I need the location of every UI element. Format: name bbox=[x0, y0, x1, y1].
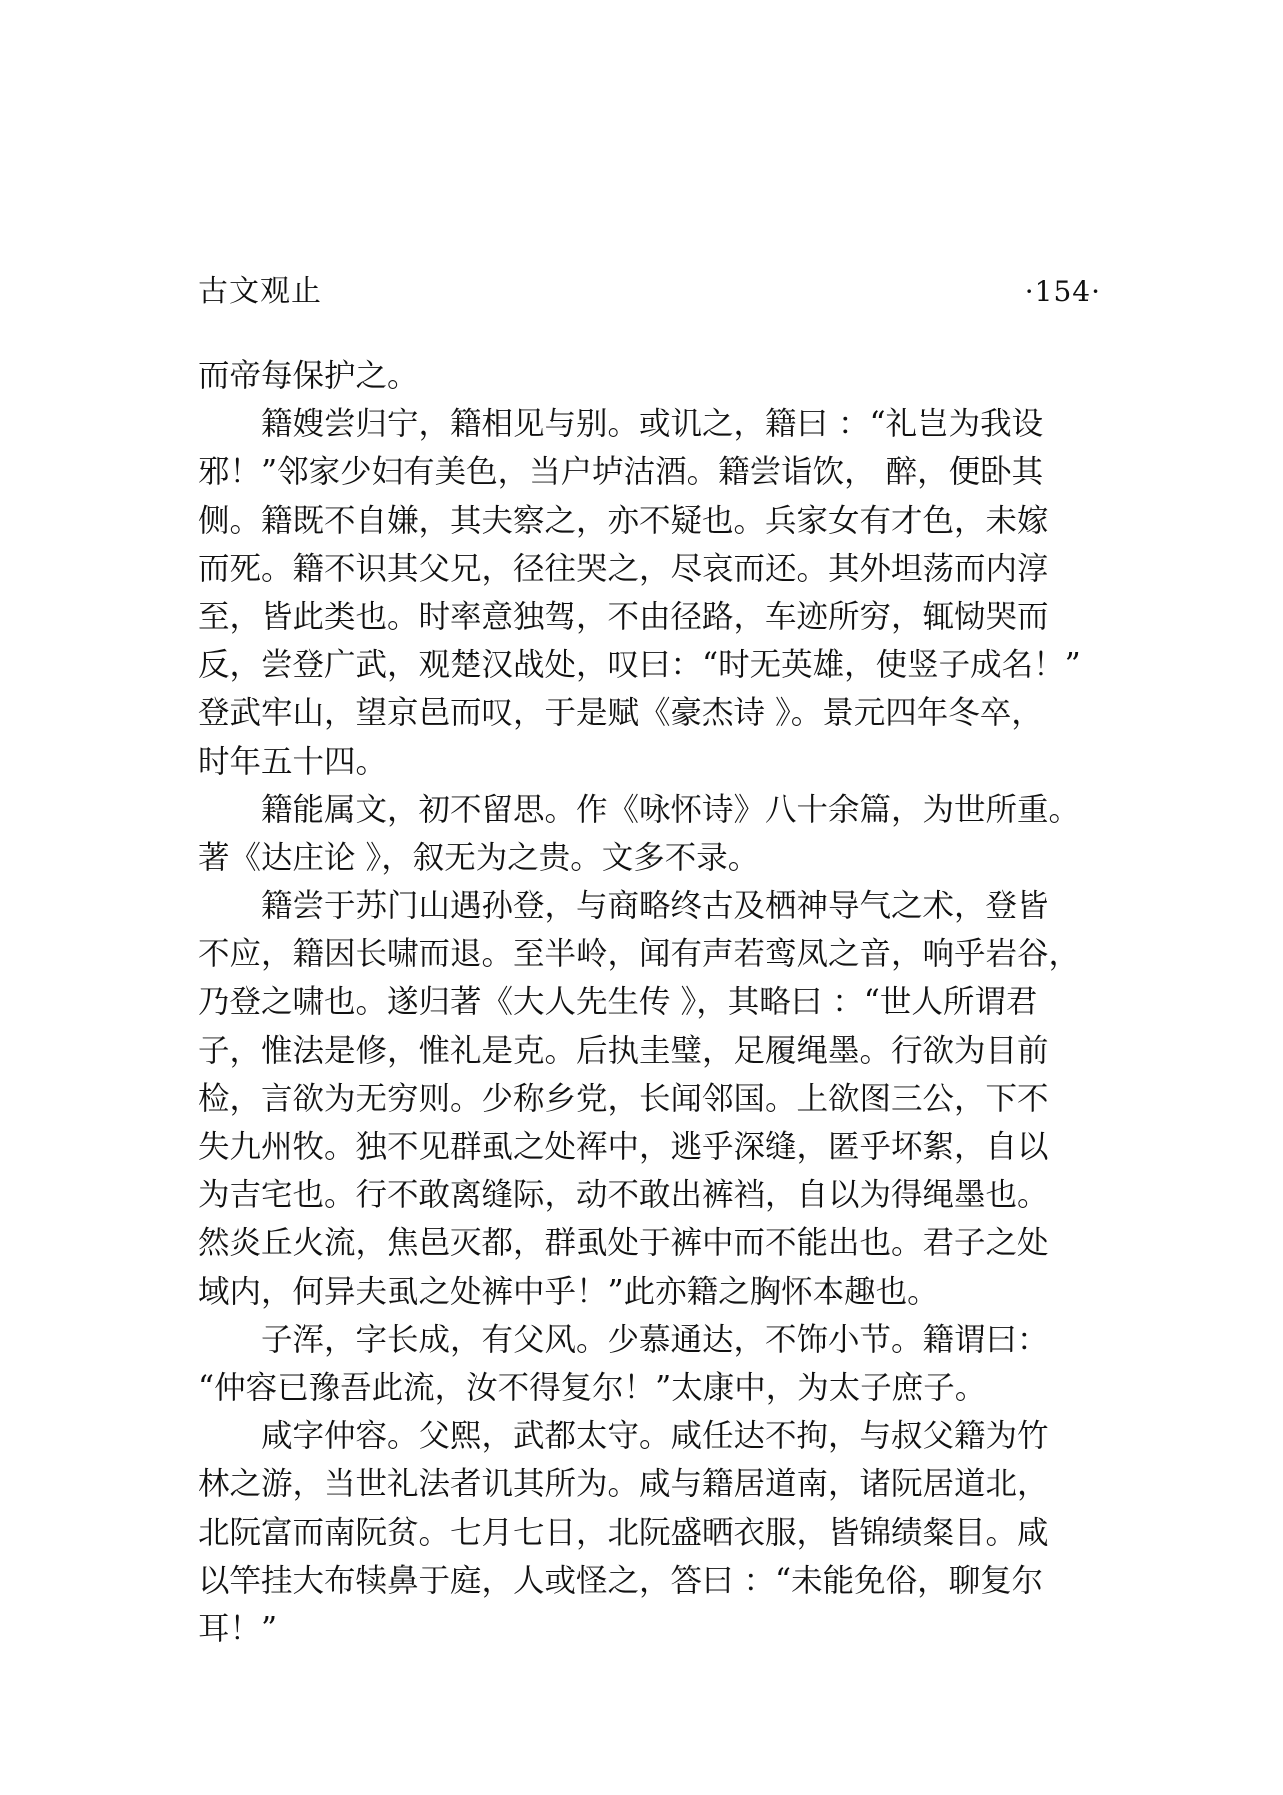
text-line: 子，惟法是修，惟礼是克。后执圭璧，足履绳墨。行欲为目前 bbox=[198, 1032, 1049, 1069]
page-number: ·154· bbox=[1024, 275, 1101, 308]
text-line: 而死。籍不识其父兄，径往哭之，尽哀而还。其外坦荡而内淳 bbox=[198, 550, 1049, 587]
text-line: 籍嫂尝归宁，籍相见与别。或讥之，籍曰 ：“礼岂为我设 bbox=[261, 406, 1044, 443]
text-line: 北阮富而南阮贫。七月七日，北阮盛晒衣服，皆锦绩粲目。咸 bbox=[198, 1514, 1049, 1551]
text-line: 咸字仲容。父熙，武都太守。咸任达不拘，与叔父籍为竹 bbox=[261, 1418, 1049, 1455]
text-line: 以竿挂大布犊鼻于庭，人或怪之，答曰 ：“未能免俗，聊复尔 bbox=[198, 1562, 1044, 1599]
text-line: 失九州牧。独不见群虱之处裈中，逃乎深缝，匿乎坏絮，自以 bbox=[198, 1129, 1049, 1165]
text-line: 至，皆此类也。时率意独驾，不由径路，车迹所穷，辄恸哭而 bbox=[198, 598, 1049, 635]
running-header bbox=[198, 272, 1101, 312]
text-line: 登武牢山，望京邑而叹，于是赋《豪杰诗 》。景元四年冬卒， bbox=[198, 695, 1043, 732]
text-line: 子浑，字长成，有父风。少慕通达，不饰小节。籍谓曰： bbox=[261, 1321, 1049, 1358]
text-line: 反，尝登广武，观楚汉战处，叹曰：“时无英雄，使竖子成名！” bbox=[198, 647, 1081, 684]
text-line: 时年五十四。 bbox=[198, 743, 388, 780]
text-line: 籍能属文，初不留思。作《咏怀诗》八十余篇，为世所重。 bbox=[261, 791, 1081, 828]
body-text bbox=[198, 352, 1101, 1653]
text-line: 而帝每保护之。 bbox=[198, 358, 419, 394]
text-line: 林之游，当世礼法者讥其所为。咸与籍居道南，诸阮居道北， bbox=[198, 1466, 1049, 1503]
book-title: 古文观止 bbox=[198, 274, 322, 309]
text-line: 著《达庄论 》，叙无为之贵。文多不录。 bbox=[198, 839, 760, 876]
text-line: 邪！”邻家少妇有美色，当户垆沽酒。籍尝诣饮， 醉，便卧其 bbox=[198, 454, 1044, 491]
text-line: “仲容已豫吾此流，汝不得复尔！”太康中，为太子庶子。 bbox=[198, 1369, 987, 1406]
text-line: 侧。籍既不自嫌，其夫察之，亦不疑也。兵家女有才色，未嫁 bbox=[198, 502, 1049, 539]
text-line: 乃登之啸也。遂归著《大人先生传 》，其略曰 ：“世人所谓君 bbox=[198, 984, 1038, 1021]
text-line: 域内，何异夫虱之处裤中乎！”此亦籍之胸怀本趣也。 bbox=[198, 1273, 939, 1310]
text-line: 为吉宅也。行不敢离缝际，动不敢出裤裆，自以为得绳墨也。 bbox=[198, 1177, 1049, 1214]
text-line: 籍尝于苏门山遇孙登，与商略终古及栖神导气之术，登皆 bbox=[261, 888, 1049, 925]
text-line: 检，言欲为无穷则。少称乡党，长闻邻国。上欲图三公，下不 bbox=[198, 1080, 1049, 1117]
text-line: 不应，籍因长啸而退。至半岭，闻有声若鸾凤之音，响乎岩谷， bbox=[198, 936, 1081, 973]
text-line: 耳！” bbox=[198, 1610, 278, 1647]
text-line: 然炎丘火流，焦邑灭都，群虱处于裤中而不能出也。君子之处 bbox=[198, 1225, 1049, 1262]
